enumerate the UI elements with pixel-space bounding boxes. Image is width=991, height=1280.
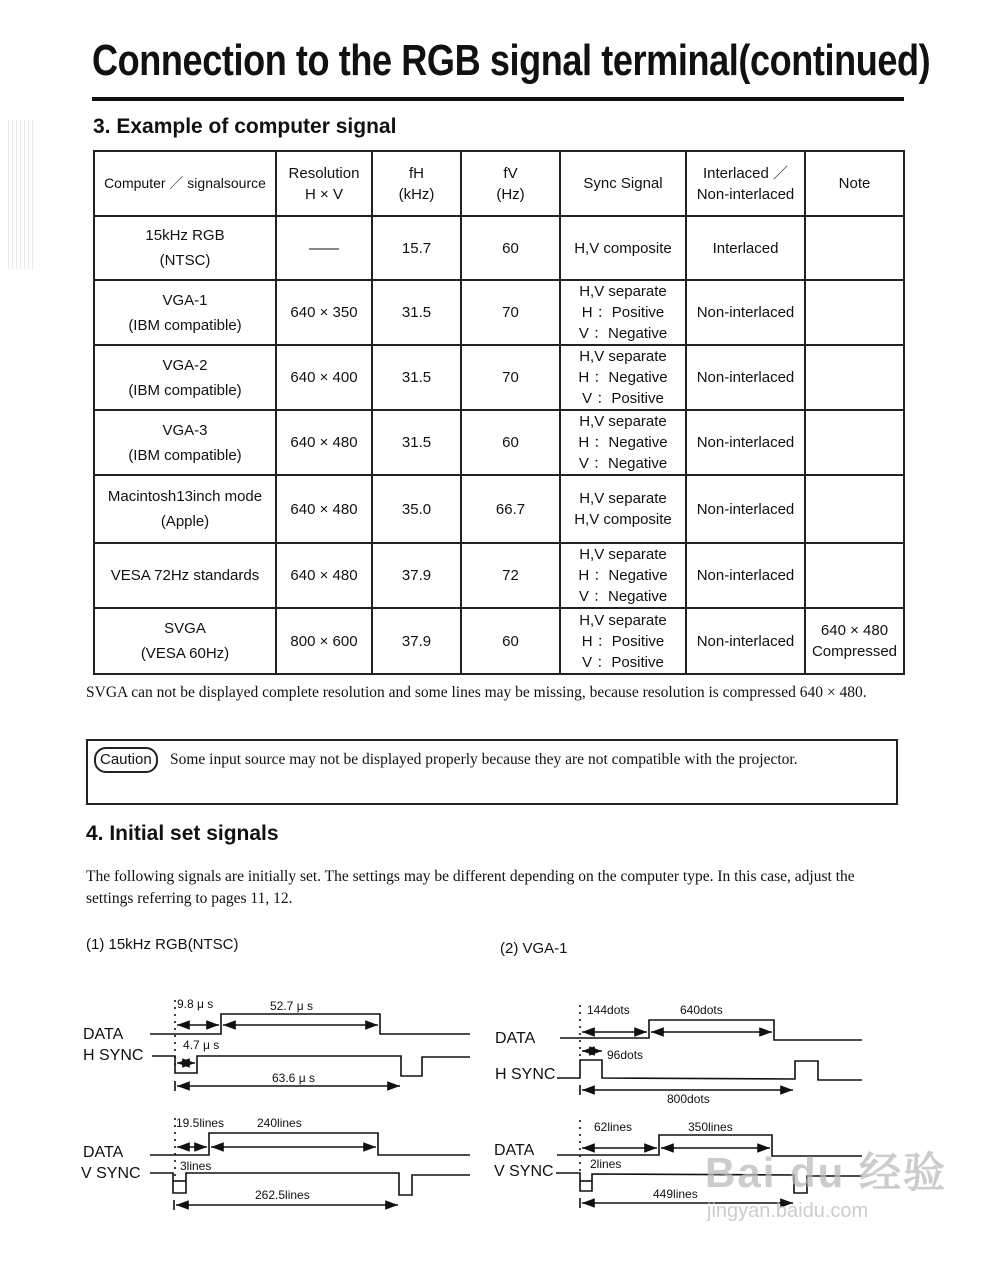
cell-interlace: Non-interlaced bbox=[686, 280, 805, 345]
cell-resolution: 640 × 480 bbox=[276, 410, 372, 475]
section4-heading: 4. Initial set signals bbox=[86, 822, 279, 845]
watermark-logo: Bai du 经验 bbox=[705, 1149, 948, 1196]
diagram1-vsync-label: V SYNC bbox=[81, 1165, 141, 1182]
diagram1-v-total: 262.5lines bbox=[255, 1188, 310, 1202]
cell-fv: 72 bbox=[461, 543, 560, 608]
header-computer: Computer ／ signalsource bbox=[94, 151, 276, 216]
diagram1-v-active: 240lines bbox=[257, 1116, 302, 1130]
baidu-watermark bbox=[705, 1140, 947, 1223]
cell-resolution: 640 × 480 bbox=[276, 543, 372, 608]
cell-sync-signal: H,V separate H,V composite bbox=[560, 475, 686, 543]
cell-fh: 31.5 bbox=[372, 345, 461, 410]
header-note: Note bbox=[805, 151, 904, 216]
header-sync-signal: Sync Signal bbox=[560, 151, 686, 216]
diagram2-v-active: 350lines bbox=[688, 1120, 733, 1134]
header-interlace: Interlaced ／ Non-interlaced bbox=[686, 151, 805, 216]
cell-interlace: Non-interlaced bbox=[686, 475, 805, 543]
diagram1-h-total: 63.6 μ s bbox=[272, 1071, 315, 1085]
cell-computer: VGA-3 (IBM compatible) bbox=[94, 410, 276, 475]
diagram1-v-front: 19.5lines bbox=[176, 1116, 225, 1130]
cell-resolution: 800 × 600 bbox=[276, 608, 372, 674]
cell-fh: 15.7 bbox=[372, 216, 461, 280]
cell-fv: 66.7 bbox=[461, 475, 560, 543]
caution-text: Some input source may not be displayed properly because they are not compatible with the projector. bbox=[170, 751, 798, 768]
cell-interlace: Non-interlaced bbox=[686, 345, 805, 410]
cell-fv: 70 bbox=[461, 345, 560, 410]
svga-footnote: SVGA can not be displayed complete resolution and some lines may be missing, because resolution is compressed 640 × 480. bbox=[86, 684, 867, 701]
cell-computer: VESA 72Hz standards bbox=[94, 543, 276, 608]
diagram2-v-total: 449lines bbox=[653, 1187, 698, 1201]
cell-fh: 37.9 bbox=[372, 543, 461, 608]
cell-sync-signal: H,V composite bbox=[560, 216, 686, 280]
diagram2-h-timing bbox=[557, 1005, 862, 1095]
header-fv: fV (Hz) bbox=[461, 151, 560, 216]
cell-interlace: Non-interlaced bbox=[686, 410, 805, 475]
cell-computer: VGA-1 (IBM compatible) bbox=[94, 280, 276, 345]
cell-interlace: Non-interlaced bbox=[686, 543, 805, 608]
cell-computer: Macintosh13inch mode (Apple) bbox=[94, 475, 276, 543]
cell-sync-signal: H,V separate H ：Negative V ：Positive bbox=[560, 345, 686, 410]
diagram2-h-active: 640dots bbox=[680, 1003, 723, 1017]
diagram2-vsync-label: V SYNC bbox=[494, 1163, 554, 1180]
cell-sync-signal: H,V separate H ：Negative V ：Negative bbox=[560, 543, 686, 608]
diagram2-h-front: 144dots bbox=[587, 1003, 630, 1017]
diagram2-data-label: DATA bbox=[495, 1030, 536, 1047]
diagram2-data-label-v: DATA bbox=[494, 1142, 535, 1159]
cell-resolution: 640 × 400 bbox=[276, 345, 372, 410]
diagram2-h-sync: 96dots bbox=[607, 1048, 644, 1062]
diagram1-caption: (1) 15kHz RGB(NTSC) bbox=[86, 936, 239, 953]
diagram2-h-total: 800dots bbox=[667, 1092, 710, 1106]
cell-fv: 60 bbox=[461, 216, 560, 280]
cell-resolution: 640 × 480 bbox=[276, 475, 372, 543]
cell-sync-signal: H,V separate H ：Positive V ：Positive bbox=[560, 608, 686, 674]
diagram1-h-sync: 4.7 μ s bbox=[183, 1038, 220, 1052]
cell-computer: VGA-2 (IBM compatible) bbox=[94, 345, 276, 410]
cell-sync-signal: H,V separate H ：Negative V ：Negative bbox=[560, 410, 686, 475]
cell-fh: 37.9 bbox=[372, 608, 461, 674]
cell-fh: 35.0 bbox=[372, 475, 461, 543]
diagram1-hsync-label: H SYNC bbox=[83, 1047, 144, 1064]
cell-fh: 31.5 bbox=[372, 280, 461, 345]
cell-fh: 31.5 bbox=[372, 410, 461, 475]
cell-sync-signal: H,V separate H ：Positive V ：Negative bbox=[560, 280, 686, 345]
cell-resolution: 640 × 350 bbox=[276, 280, 372, 345]
header-fh: fH (kHz) bbox=[372, 151, 461, 216]
page-title: Connection to the RGB signal terminal(continued) bbox=[92, 36, 931, 85]
cell-fv: 70 bbox=[461, 280, 560, 345]
diagram2-v-sync: 2lines bbox=[590, 1157, 622, 1171]
caution-badge: Caution bbox=[94, 747, 158, 773]
cell-fv: 60 bbox=[461, 608, 560, 674]
cell-interlace: Non-interlaced bbox=[686, 608, 805, 674]
diagram2-caption: (2) VGA-1 bbox=[500, 940, 568, 957]
diagram2-v-front: 62lines bbox=[594, 1120, 633, 1134]
diagram1-h-front: 9.8 μ s bbox=[177, 997, 214, 1011]
cell-interlace: Interlaced bbox=[686, 216, 805, 280]
cell-note: 640 × 480 Compressed bbox=[805, 608, 904, 674]
diagram1-v-sync: 3lines bbox=[180, 1159, 212, 1173]
diagram1-data-label: DATA bbox=[83, 1026, 124, 1043]
diagram1-h-active: 52.7 μ s bbox=[270, 999, 313, 1013]
header-resolution: Resolution H × V bbox=[276, 151, 372, 216]
section3-heading: 3. Example of computer signal bbox=[93, 115, 397, 138]
watermark-url: jingyan.baidu.com bbox=[707, 1200, 869, 1222]
cell-computer: SVGA (VESA 60Hz) bbox=[94, 608, 276, 674]
diagram2-hsync-label: H SYNC bbox=[495, 1066, 556, 1083]
cell-resolution: —— bbox=[276, 216, 372, 280]
cell-fv: 60 bbox=[461, 410, 560, 475]
cell-computer: 15kHz RGB (NTSC) bbox=[94, 216, 276, 280]
section4-intro: The following signals are initially set. The settings may be different depending on the computer type. In this case, adjust the settings referring to pages 11, 12. bbox=[86, 868, 855, 907]
diagram1-data-label-v: DATA bbox=[83, 1144, 124, 1161]
